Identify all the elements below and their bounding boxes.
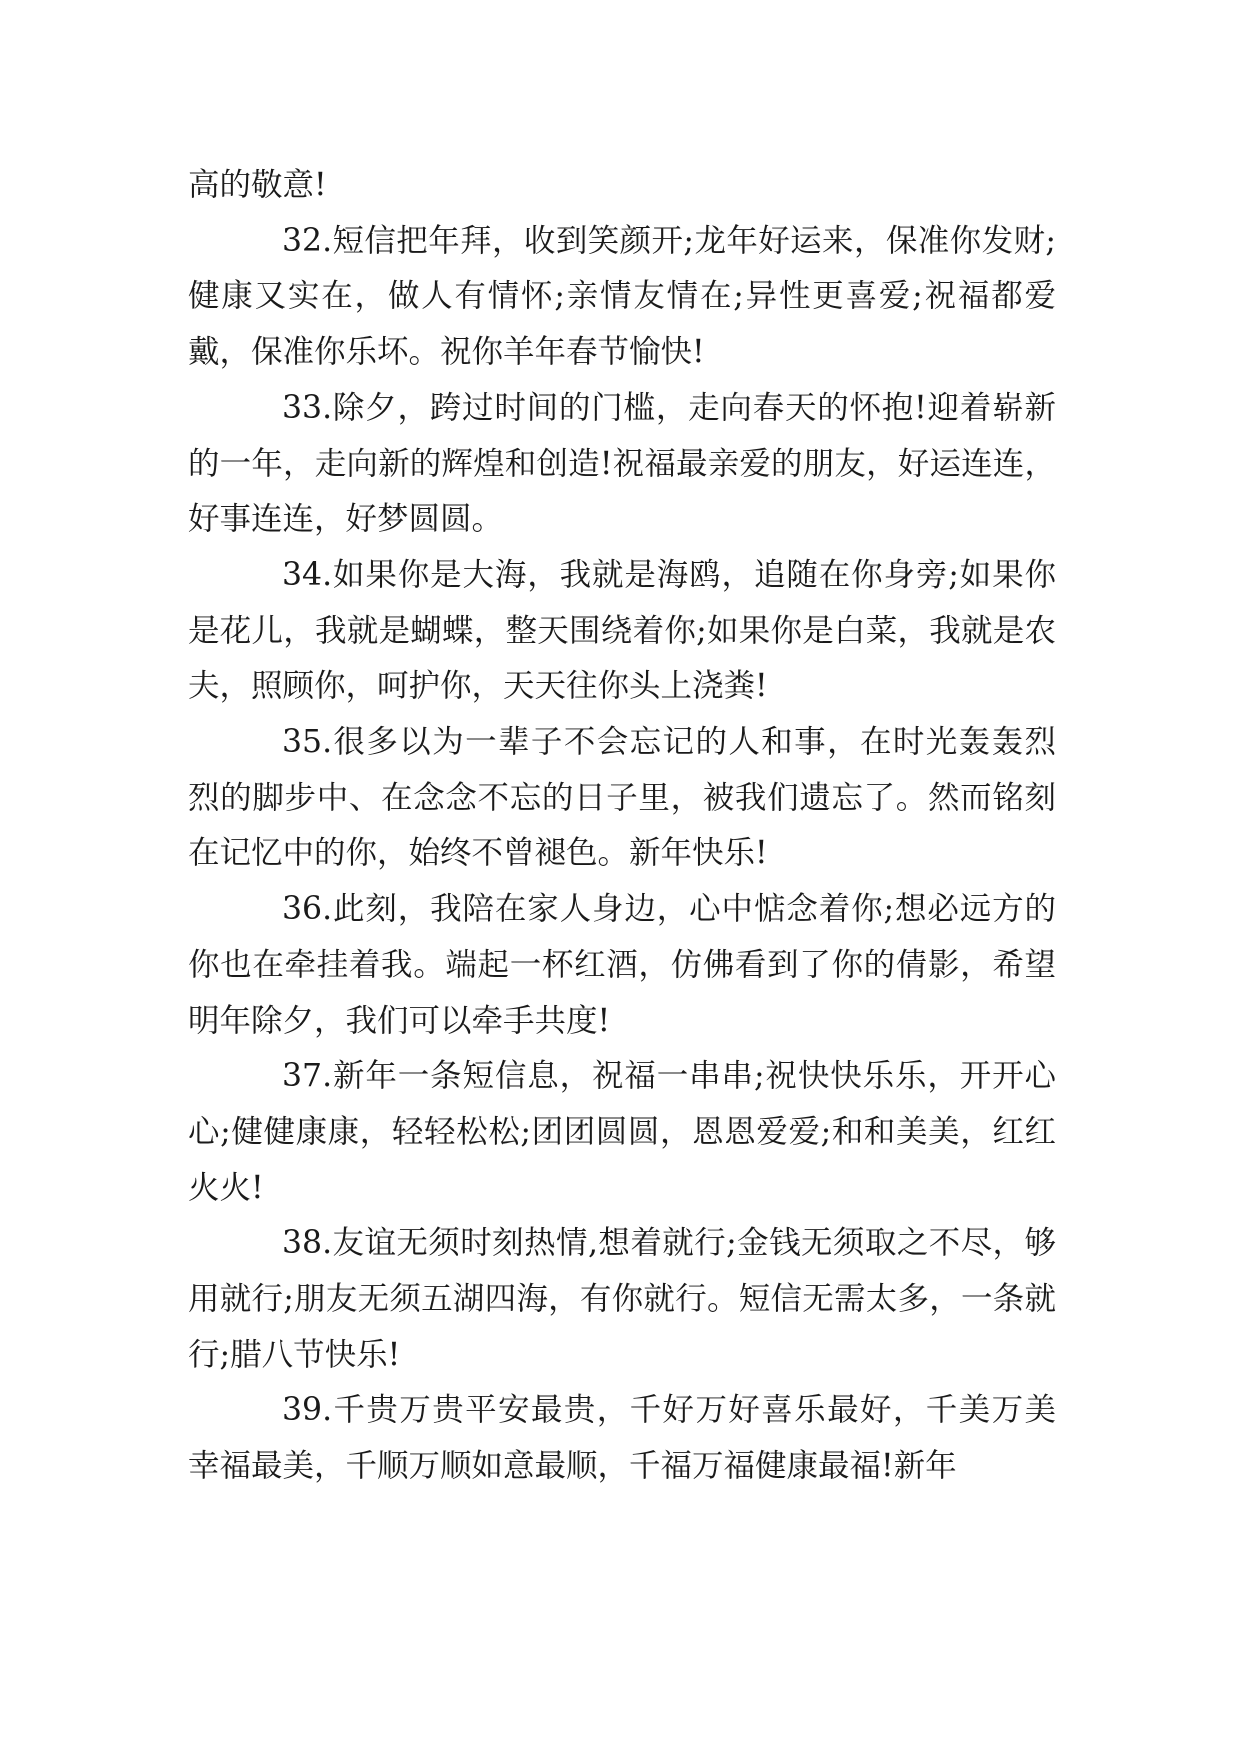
paragraph-item-39: 39.千贵万贵平安最贵，千好万好喜乐最好，千美万美幸福最美，千顺万顺如意最顺，千福万福健康最福!新年 [188,1392,1056,1485]
paragraph-item-38: 38.友谊无须时刻热情,想着就行;金钱无须取之不尽，够用就行;朋友无须五湖四海，有你就行。短信无需太多，一条就行;腊八节快乐! [188,1225,1056,1373]
paragraph-item-32: 32.短信把年拜，收到笑颜开;龙年好运来，保准你发财;健康又实在，做人有情怀;亲情友情在;异性更喜爱;祝福都爱戴，保准你乐坏。祝你羊年春节愉快! [188,222,1056,371]
paragraph-item-34: 34.如果你是大海，我就是海鸥，追随在你身旁;如果你是花儿，我就是蝴蝶，整天围绕着你;如果你是白菜，我就是农夫，照顾你，呵护你，天天往你头上浇粪! [188,556,1056,705]
paragraph-continuation: 高的敬意! [188,167,327,203]
paragraph-item-36: 36.此刻，我陪在家人身边，心中惦念着你;想必远方的你也在牵挂着我。端起一杯红酒，仿佛看到了你的倩影，希望明年除夕，我们可以牵手共度! [188,891,1056,1039]
paragraph-item-37: 37.新年一条短信息，祝福一串串;祝快快乐乐，开开心心;健健康康，轻轻松松;团团圆圆，恩恩爱爱;和和美美，红红火火! [188,1058,1056,1206]
paragraph-item-33: 33.除夕，跨过时间的门槛，走向春天的怀抱!迎着崭新的一年，走向新的辉煌和创造!祝福最亲爱的朋友，好运连连，好事连连，好梦圆圆。 [188,389,1056,538]
paragraph-item-35: 35.很多以为一辈子不会忘记的人和事，在时光轰轰烈烈的脚步中、在念念不忘的日子里，被我们遗忘了。然而铭刻在记忆中的你，始终不曾褪色。新年快乐! [188,724,1056,872]
document-body [188,158,1056,1495]
